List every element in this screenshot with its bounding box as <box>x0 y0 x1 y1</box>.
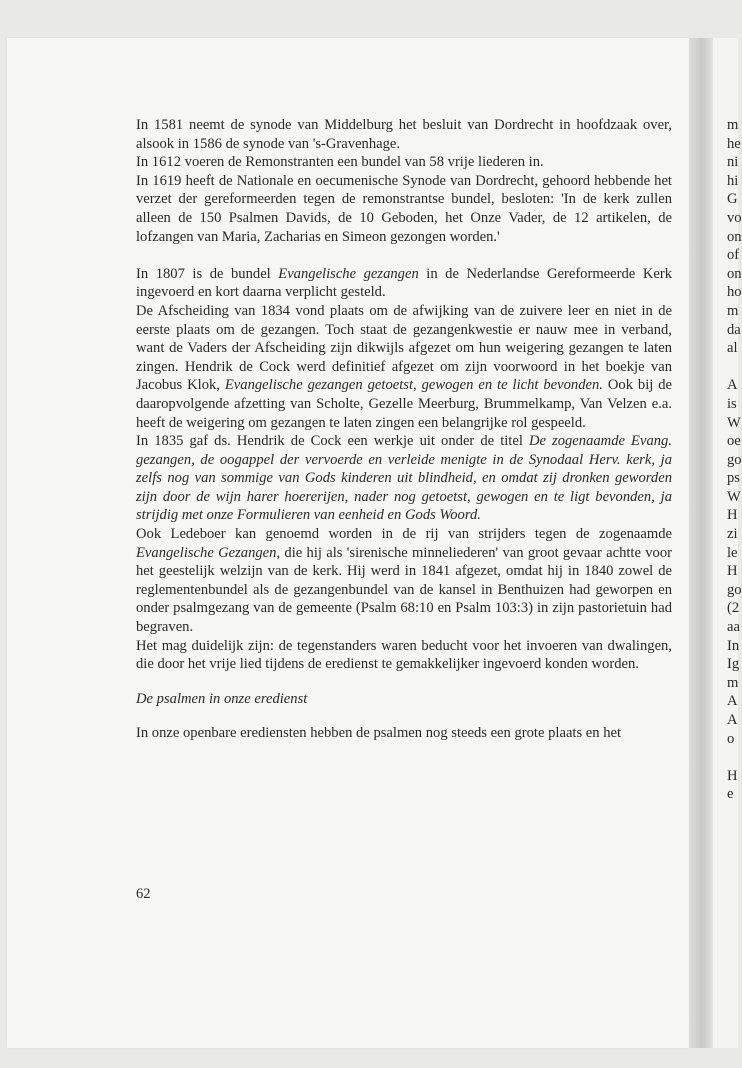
paragraph-1581: In 1581 neemt de synode van Middelburg het besluit van Dordrecht in hoofdzaak over, alsook in 1586 de synode van 's-Gravenhage. <box>136 117 672 152</box>
paragraph-1612: In 1612 voeren de Remonstranten een bundel van 58 vrije liederen in. <box>136 154 544 171</box>
paragraph-ledeboer: Ook Ledeboer kan genoemd worden in de rij van strijders tegen de zogenaamde Evangelische Gezangen, die hij als 'sirenische minneliederen' van groot gevaar achtte voor het geestelijk welzijn van de kerk. Hij werd in 1841 afgezet, omdat hij in 1840 zowel de reglementenbundel als de gezangenbundel van de kansel in Benthuizen had geworpen en onder psalmgezang van de gemeente (Psalm 68:10 en Psalm 103:3) in zijn pastorietuin had begraven. <box>136 526 673 636</box>
section-heading: De psalmen in onze eredienst <box>136 690 308 707</box>
body-text <box>136 116 672 743</box>
facing-page-edge-text: m he ni hi G vo on of on ho m da al A is W oe go ps W H zi le H go (2 aa In Ig m A A o H e <box>727 117 742 803</box>
paragraph-1807: In 1807 is de bundel Evangelische gezangen in de Nederlandse Gereformeerde Kerk ingevoerd en kort daarna verplicht gesteld. <box>136 265 672 301</box>
paragraph-conclusion: Het mag duidelijk zijn: de tegenstanders waren beducht voor het invoeren van dwalingen, die door het vrije lied tijdens de eredienst te gemakkelijker ingevoerd konden worden. <box>136 637 672 673</box>
book-gutter <box>689 38 713 1048</box>
paragraph-1619: In 1619 heeft de Nationale en oecumenische Synode van Dordrecht, gehoord hebbende het verzet der gereformeerden tegen de remonstrantse bundel, besloten: 'In de kerk zullen alleen de 150 Psalmen Davids, de 10 Geboden, het Onze Vader, de 12 artikelen, de lofzangen van Maria, Zacharias en Simeon gezongen worden.' <box>136 172 672 245</box>
paragraph-afscheiding: De Afscheiding van 1834 vond plaats om de afwijking van de zuivere leer en niet in de eerste plaats om de gezangen. Toch staat de gezangenkwestie er nauw mee in verband, want de Vaders der Afscheiding zijn dikwijls afgezet om hun weigering gezangen te laten zingen. Hendrik de Cock werd definitief afgezet om zijn voorwoord in het boekje van Jacobus Klok, Evangelische gezangen getoetst, gewogen en te licht bevonden. Ook bij de daaropvolgende afzetting van Scholte, Gezelle Meerburg, Brummelkamp, Van Velzen e.a. heeft de weigering om gezangen te laten zingen een belangrijke rol gespeeld. <box>136 302 672 431</box>
paragraph-1835: In 1835 gaf ds. Hendrik de Cock een werkje uit onder de titel De zogenaamde Evang. gezangen, de oogappel der vervoerde en verleide menigte in de Synodaal Herv. kerk, ja zelfs nog van sommige van Gods kinderen uit blindheid, en omdat zij dronken geworden zijn door de wijn harer hoererijen, nader nog getoetst, gewogen en te ligt bevonden, ja strijdig met onze Formulieren van eenheid en Gods Woord. <box>136 433 672 524</box>
page-number: 62 <box>136 886 151 902</box>
paragraph-psalmen: In onze openbare erediensten hebben de psalmen nog steeds een grote plaats en het <box>136 725 622 742</box>
